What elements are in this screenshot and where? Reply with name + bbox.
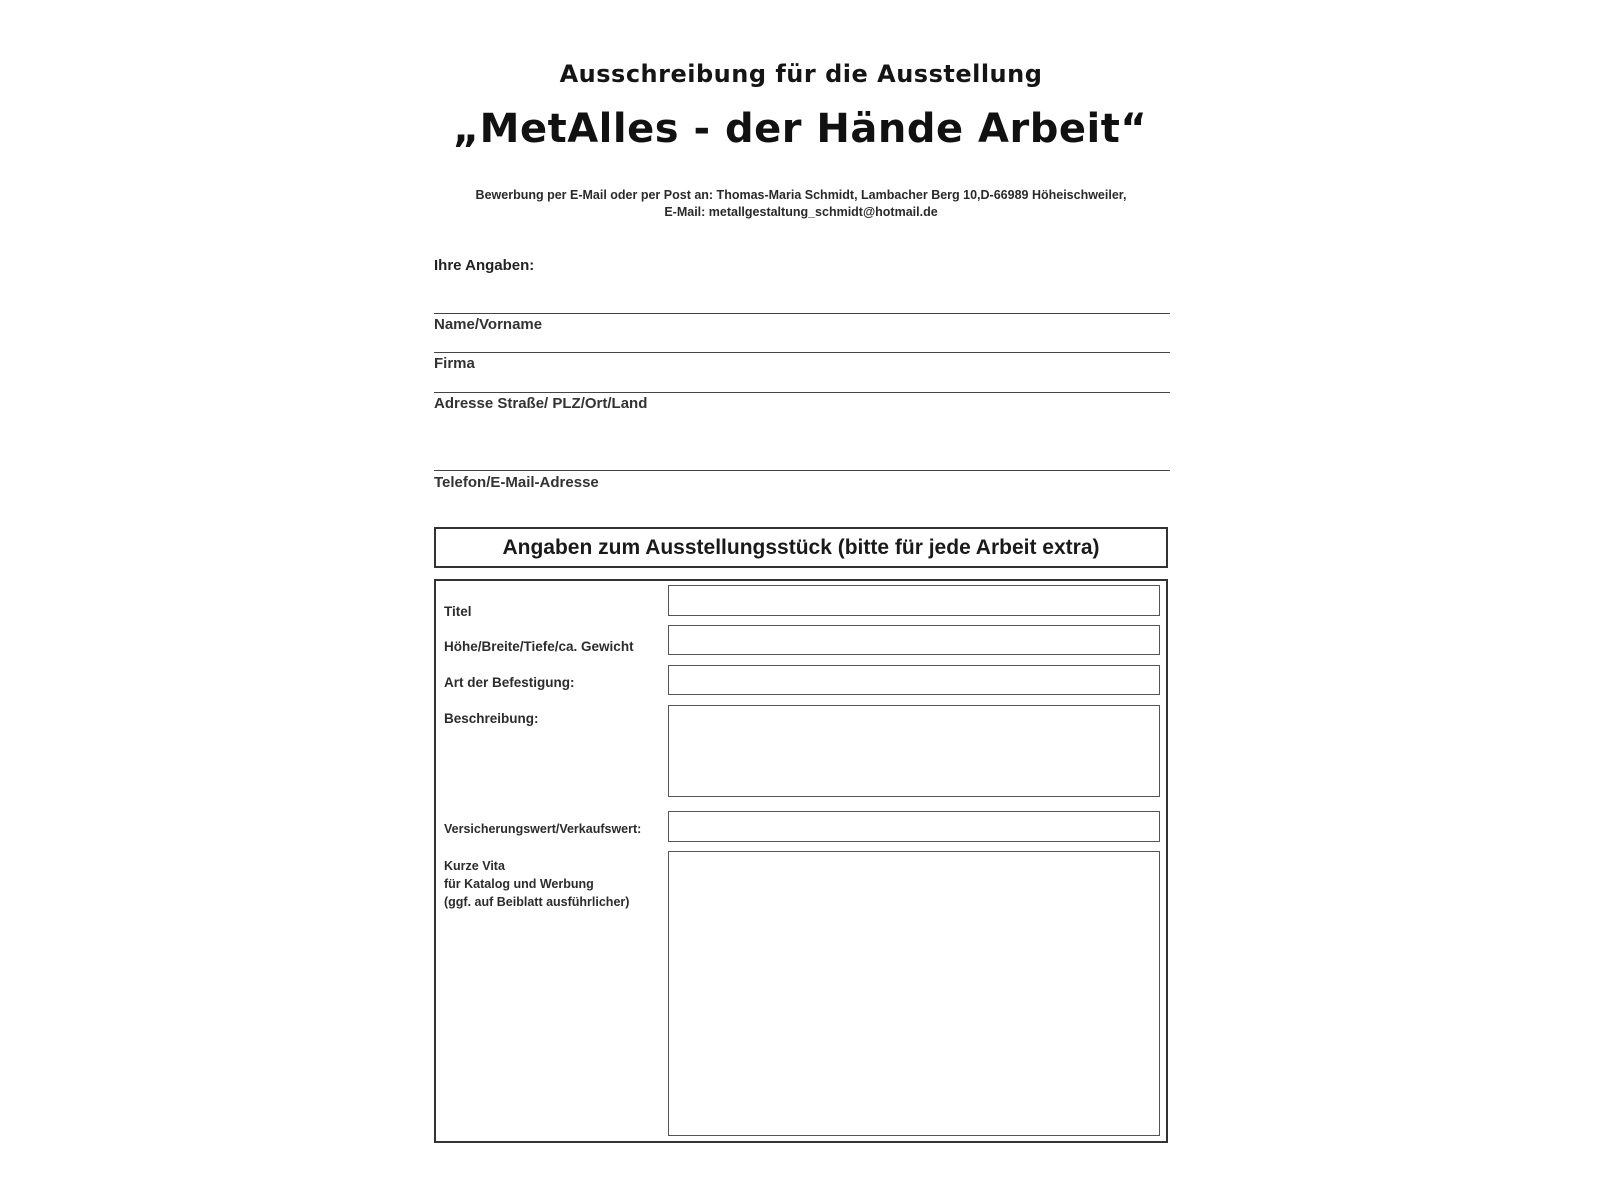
- vita-field[interactable]: [668, 851, 1160, 1136]
- mounting-field[interactable]: [668, 665, 1160, 695]
- vita-label: [444, 857, 629, 911]
- exhibit-section-heading: Angaben zum Ausstellungsstück (bitte für jede Arbeit extra): [434, 527, 1168, 568]
- company-line[interactable]: [434, 352, 1170, 353]
- contact-label: Telefon/E-Mail-Adresse: [434, 474, 599, 491]
- contact-line[interactable]: [434, 470, 1170, 471]
- dimensions-label: Höhe/Breite/Tiefe/ca. Gewicht: [444, 639, 634, 654]
- name-label: Name/Vorname: [434, 316, 543, 333]
- exhibition-title: „MetAlles - der Hände Arbeit“: [452, 106, 1148, 152]
- form-subtitle: Ausschreibung für die Ausstellung: [559, 60, 1043, 88]
- mounting-label: Art der Befestigung:: [444, 675, 575, 690]
- title-field[interactable]: [668, 585, 1160, 616]
- description-field[interactable]: [668, 705, 1160, 797]
- vita-label-line1: Kurze Vita: [444, 859, 505, 873]
- value-label: Versicherungswert/Verkaufswert:: [444, 822, 642, 836]
- address-label: Adresse Straße/ PLZ/Ort/Land: [434, 395, 648, 412]
- contact-info: [436, 187, 1166, 221]
- contact-email-line: E-Mail: metallgestaltung_schmidt@hotmail.de: [664, 205, 938, 219]
- address-line[interactable]: [434, 392, 1170, 393]
- personal-section-label: Ihre Angaben:: [434, 257, 535, 274]
- company-label: Firma: [434, 355, 475, 372]
- title-label: Titel: [444, 604, 472, 619]
- name-line[interactable]: [434, 313, 1170, 314]
- dimensions-field[interactable]: [668, 625, 1160, 655]
- value-field[interactable]: [668, 811, 1160, 842]
- contact-postal-line: Bewerbung per E-Mail oder per Post an: Thomas-Maria Schmidt, Lambacher Berg 10,D-66989 Höheischweiler,: [475, 188, 1127, 202]
- vita-label-line2: für Katalog und Werbung: [444, 877, 594, 891]
- vita-label-line3: (ggf. auf Beiblatt ausführlicher): [444, 895, 630, 909]
- description-label: Beschreibung:: [444, 711, 539, 726]
